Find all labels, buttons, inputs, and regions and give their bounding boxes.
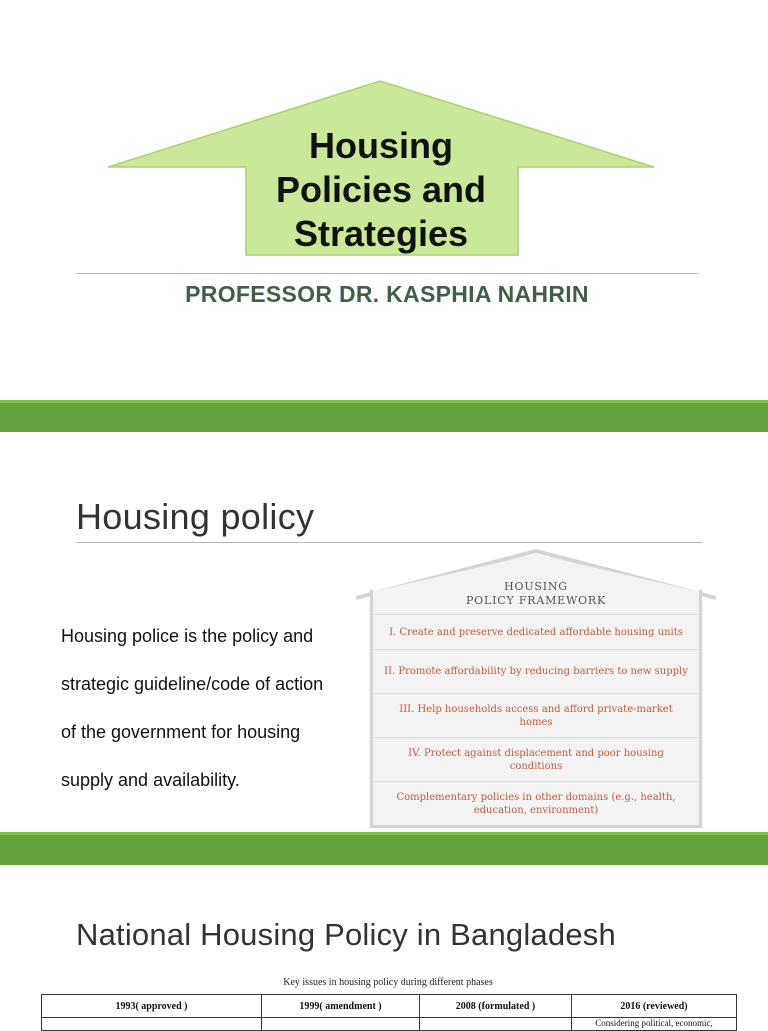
column-header: 1999( amendment )	[262, 995, 420, 1018]
framework-heading	[440, 580, 632, 608]
column-header: 1993( approved )	[42, 995, 262, 1018]
framework-heading-line: HOUSING	[504, 580, 568, 593]
framework-item: Complementary policies in other domains (e.g., health, education, environment)	[396, 791, 676, 816]
housing-policy-table	[41, 994, 737, 1031]
title-divider	[76, 542, 702, 543]
table-cell	[420, 1018, 572, 1031]
title-line: Housing	[309, 125, 453, 166]
slide-title: Housing policy	[76, 496, 315, 537]
framework-item: II. Promote affordability by reducing barriers to new supply	[384, 666, 688, 677]
title-divider	[76, 273, 698, 274]
title-line: Strategies	[293, 213, 469, 254]
title-line: Policies and	[275, 169, 487, 210]
framework-item: III. Help households access and afford private-market homes	[399, 703, 673, 728]
column-header: 2008 (formulated )	[420, 995, 572, 1018]
table-cell	[42, 1018, 262, 1031]
table-cell: Considering political, economic,	[572, 1018, 737, 1031]
table-header-row	[42, 995, 737, 1018]
framework-item: I. Create and preserve dedicated affordable housing units	[389, 627, 683, 638]
framework-heading-line: POLICY FRAMEWORK	[465, 594, 607, 607]
presentation-title	[246, 124, 516, 256]
slide-divider-band	[0, 400, 768, 432]
slide-divider-band	[0, 832, 768, 865]
table-row	[42, 1018, 737, 1031]
framework-item: IV. Protect against displacement and poor housing conditions	[408, 747, 664, 772]
framework-separator	[374, 614, 698, 615]
slide-title: National Housing Policy in Bangladesh	[76, 917, 616, 952]
author-name: PROFESSOR DR. KASPHIA NAHRIN	[185, 281, 589, 307]
column-header: 2016 (reviewed)	[572, 995, 737, 1018]
table-cell	[262, 1018, 420, 1031]
definition-text: Housing police is the policy and strategic guideline/code of action of the government for housing supply and availability.	[61, 626, 324, 790]
table-caption: Key issues in housing policy during different phases	[283, 977, 493, 988]
